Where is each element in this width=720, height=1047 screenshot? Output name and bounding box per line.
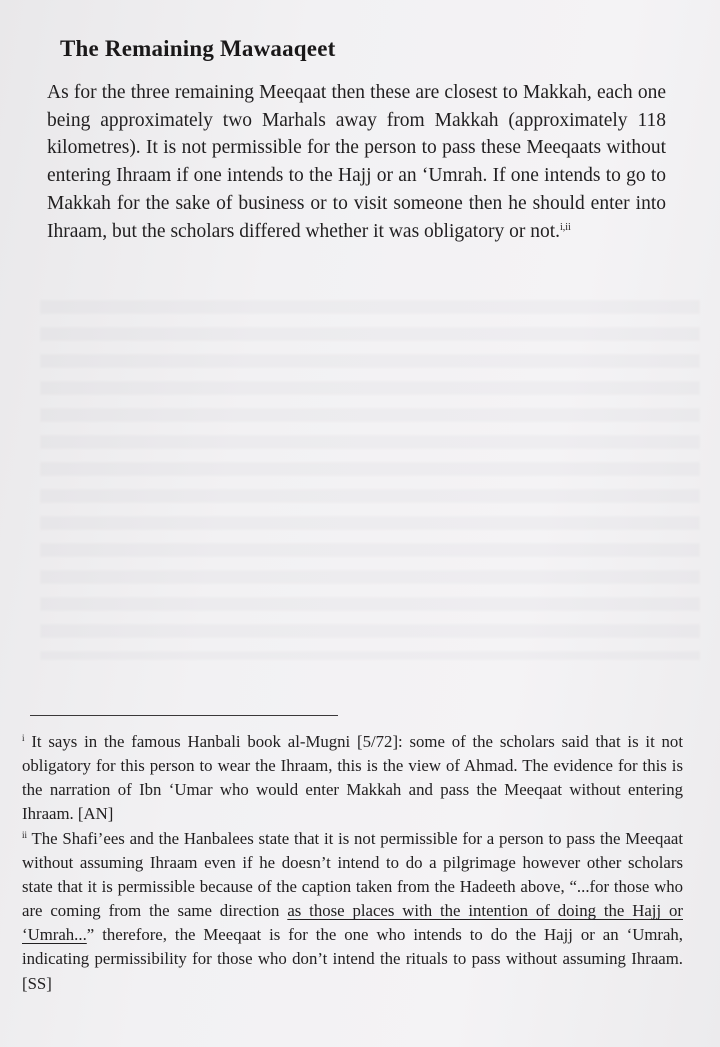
body-text: As for the three remaining Meeqaat then these are closest to Makkah, each one being approximately two Marhals away from Makkah (approximately 118 kilometres). It is not permissible for the person to pass these Meeqaats without entering Ihraam if one intends to the Hajj or an ‘Umrah. If one intends to go to Makkah for the sake of business or to visit someone then he should enter into Ihraam, but the scholars differed whether it was obligatory or not. — [47, 82, 666, 242]
footnote-text: It says in the famous Hanbali book al-Mugni [5/72]: some of the scholars said that is it not obligatory for this person to wear the Ihraam, this is the view of Ahmad. The evidence for this is the narration of Ibn ‘Umar who would enter Makkah and pass the Meeqaat without entering Ihraam. [AN] — [22, 732, 683, 824]
footnote-marker: ii — [22, 830, 28, 840]
footnote-ii — [22, 827, 683, 996]
underlined-quote: as those places with the intention of doing the Hajj or ‘Umrah... — [22, 901, 683, 945]
body-paragraph — [47, 79, 666, 245]
footnote-i — [22, 730, 683, 826]
footnote-marker: i — [22, 733, 25, 743]
footnote-divider — [30, 715, 338, 716]
section-heading: The Remaining Mawaaqeet — [60, 36, 336, 61]
footnote-text: The Shafi’ees and the Hanbalees state that it is not permissible for a person to pass the Meeqaat without assuming Ihraam even if he doesn’t intend to do a pilgrimage however other scholars state that it is permissible because of the caption taken from the Hadeeth above, “...for those who are coming from the same direction — [22, 829, 683, 921]
footnote-text-continued: ” therefore, the Meeqaat is for the one who intends to do the Hajj or an ‘Umrah, indicating permissibility for those who don’t intend the rituals to pass without assuming Ihraam. [SS] — [22, 925, 683, 993]
footnote-reference: i,ii — [560, 221, 571, 233]
bleed-through-text — [40, 300, 700, 660]
